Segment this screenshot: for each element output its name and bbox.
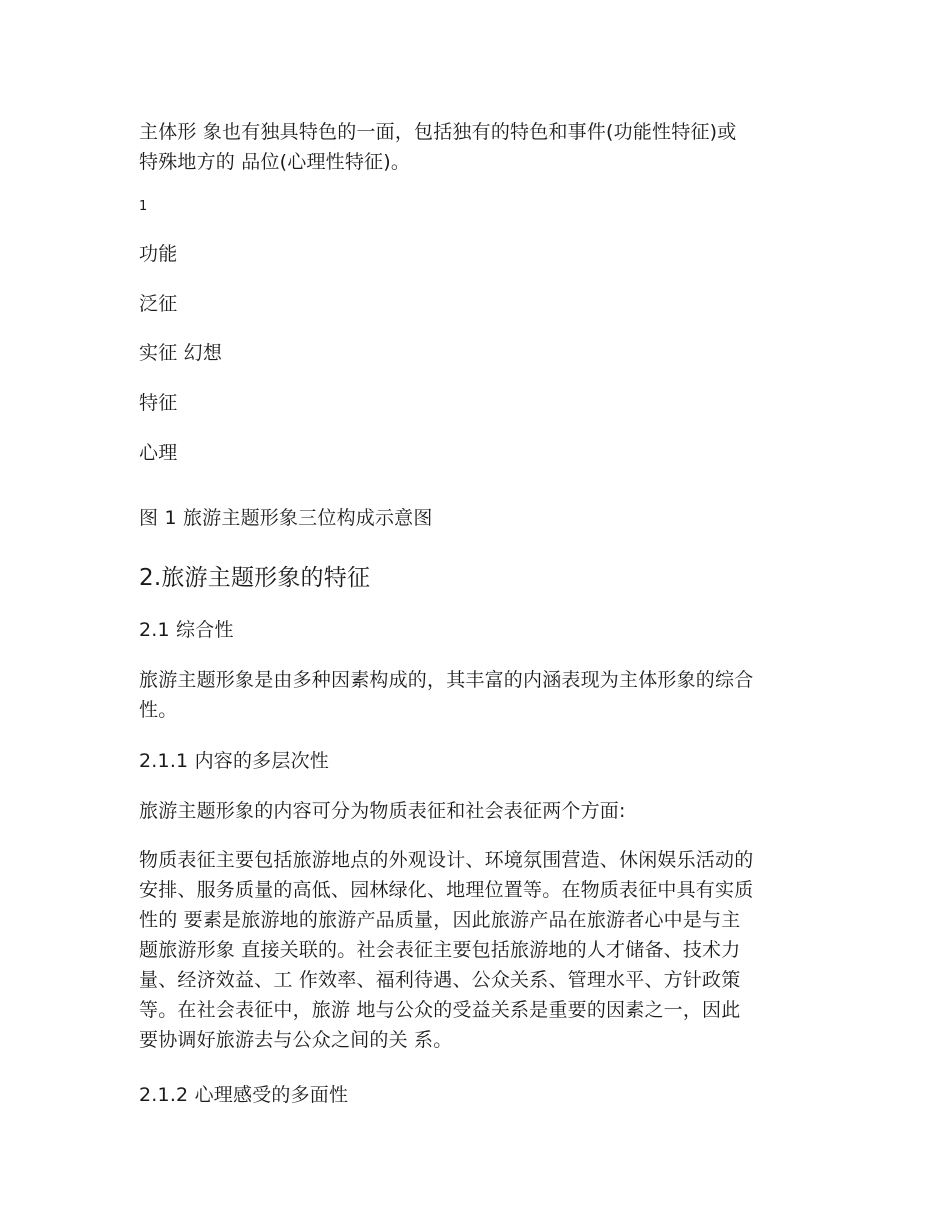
section-2-1-1-paragraph — [139, 845, 819, 1055]
paragraph-line: 量、经济效益、工 作效率、福利待遇、公众关系、管理水平、方针政策 — [139, 969, 741, 991]
paragraph-line: 性。 — [139, 699, 178, 721]
figure-label-real-fantasy: 实征 幻想 — [139, 342, 223, 364]
intro-line: 特殊地方的 品位(心理性特征)。 — [139, 151, 411, 173]
paragraph-line: 安排、服务质量的高低、园林绿化、地理位置等。在物质表征中具有实质 — [139, 879, 754, 901]
section-heading-2-1-1: 2.1.1 内容的多层次性 — [139, 750, 329, 772]
figure-label-function: 功能 — [139, 243, 178, 265]
section-heading-2-1: 2.1 综合性 — [139, 619, 234, 641]
paragraph-line: 物质表征主要包括旅游地点的外观设计、环境氛围营造、休闲娱乐活动的 — [139, 849, 754, 871]
paragraph-line: 要协调好旅游去与公众之间的关 系。 — [139, 1029, 453, 1051]
paragraph-line: 题旅游形象 直接关联的。社会表征主要包括旅游地的人才储备、技术力 — [139, 939, 741, 961]
figure-caption: 图 1 旅游主题形象三位构成示意图 — [139, 507, 433, 529]
figure-label-general: 泛征 — [139, 293, 178, 315]
figure-label-psychology: 心理 — [139, 442, 178, 464]
section-heading-2-1-2: 2.1.2 心理感受的多面性 — [139, 1084, 349, 1106]
paragraph-line: 等。在社会表征中，旅游 地与公众的受益关系是重要的因素之一，因此 — [139, 999, 741, 1021]
figure-label-feature: 特征 — [139, 392, 178, 414]
paragraph-line: 旅游主题形象是由多种因素构成的，其丰富的内涵表现为主体形象的综合 — [139, 669, 754, 691]
figure-number: 1 — [139, 199, 148, 214]
section-2-1-1-intro: 旅游主题形象的内容可分为物质表征和社会表征两个方面: — [139, 800, 626, 822]
section-heading-2: 2.旅游主题形象的特征 — [139, 565, 371, 591]
paragraph-line: 性的 要素是旅游地的旅游产品质量，因此旅游产品在旅游者心中是与主 — [139, 909, 741, 931]
intro-paragraph — [139, 117, 819, 177]
section-2-1-paragraph — [139, 665, 819, 725]
intro-line: 主体形 象也有独具特色的一面，包括独有的特色和事件(功能性特征)或 — [139, 121, 737, 143]
